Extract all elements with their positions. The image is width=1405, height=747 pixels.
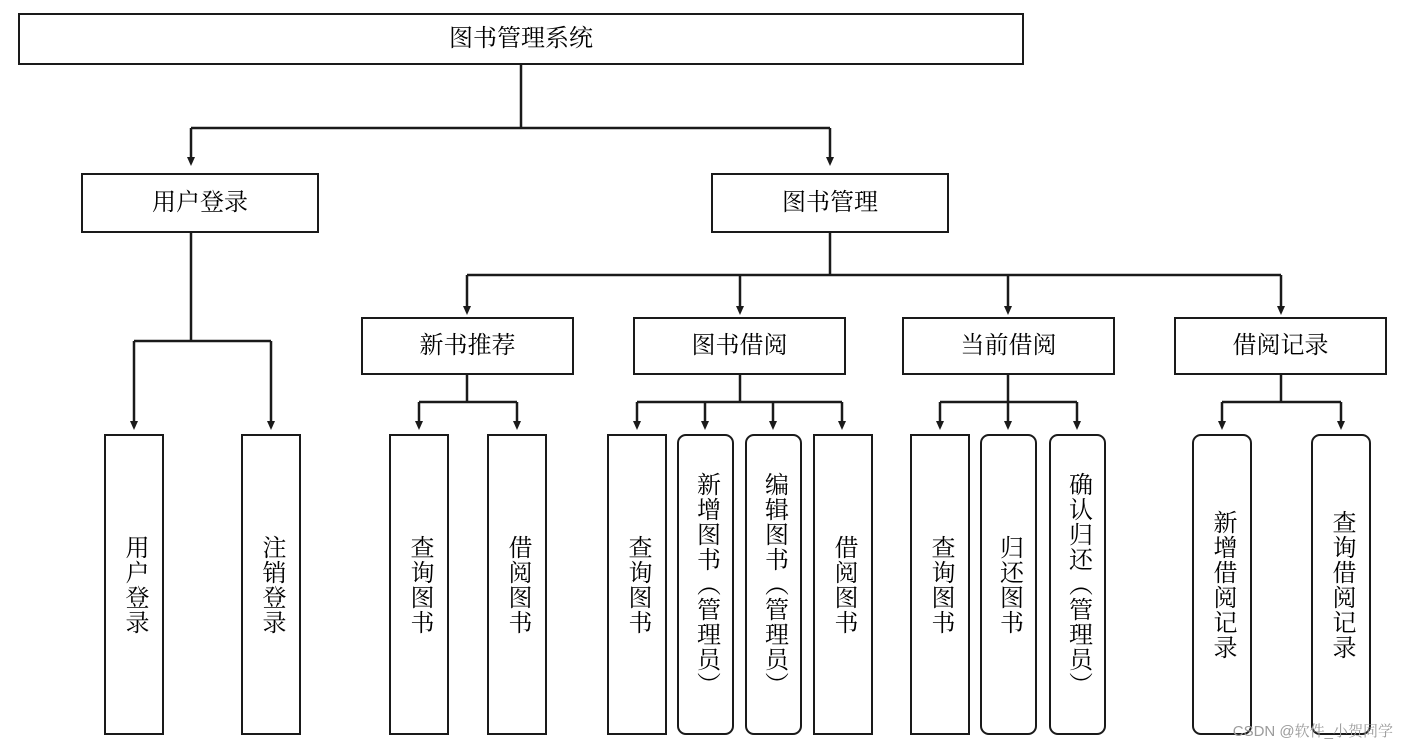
node-book-borrow[interactable]: [633, 317, 846, 375]
leaf-search-borrow-record-label: 查询借阅记录: [1328, 509, 1355, 660]
leaf-user-login-label: 用户登录: [121, 534, 148, 635]
leaf-add-borrow-record[interactable]: [1192, 434, 1252, 735]
node-borrow-records[interactable]: [1174, 317, 1387, 375]
node-root-label: 图书管理系统: [449, 24, 593, 52]
leaf-add-borrow-record-label: 新增借阅记录: [1209, 509, 1236, 660]
leaf-confirm-return-admin[interactable]: [1049, 434, 1106, 735]
node-book-management-label: 图书管理: [782, 188, 878, 216]
leaf-return-book[interactable]: [980, 434, 1037, 735]
leaf-logout-label: 注销登录: [258, 534, 285, 635]
leaf-add-book-admin[interactable]: [677, 434, 734, 735]
leaf-edit-book-admin-label: 编辑图书（管理员）: [760, 472, 788, 697]
leaf-search-book-current-label: 查询图书: [927, 534, 954, 635]
leaf-borrow-book-recommend[interactable]: [487, 434, 547, 735]
leaf-borrow-book-label: 借阅图书: [830, 534, 857, 635]
leaf-borrow-book-recommend-label: 借阅图书: [504, 534, 531, 635]
leaf-edit-book-admin[interactable]: [745, 434, 802, 735]
node-book-borrow-label: 图书借阅: [691, 331, 788, 359]
node-borrow-records-label: 借阅记录: [1232, 331, 1329, 359]
leaf-user-login[interactable]: [104, 434, 164, 735]
leaf-search-book-current[interactable]: [910, 434, 970, 735]
node-user-login[interactable]: [81, 173, 319, 233]
leaf-search-borrow-record[interactable]: [1311, 434, 1371, 735]
node-new-book-recommend[interactable]: [361, 317, 574, 375]
node-new-book-recommend-label: 新书推荐: [419, 331, 516, 359]
node-root[interactable]: [18, 13, 1024, 65]
watermark-text: CSDN @软件_小贺同学: [1232, 723, 1393, 740]
node-book-management[interactable]: [711, 173, 949, 233]
node-current-borrow[interactable]: [902, 317, 1115, 375]
leaf-search-book-borrow[interactable]: [607, 434, 667, 735]
node-current-borrow-label: 当前借阅: [960, 331, 1057, 359]
leaf-borrow-book[interactable]: [813, 434, 873, 735]
leaf-search-book-borrow-label: 查询图书: [624, 534, 651, 635]
leaf-return-book-label: 归还图书: [995, 534, 1023, 635]
node-user-login-label: 用户登录: [152, 188, 248, 216]
leaf-confirm-return-admin-label: 确认归还（管理员）: [1064, 472, 1092, 697]
leaf-logout[interactable]: [241, 434, 301, 735]
leaf-search-book-recommend[interactable]: [389, 434, 449, 735]
leaf-add-book-admin-label: 新增图书（管理员）: [692, 472, 720, 697]
leaf-search-book-recommend-label: 查询图书: [406, 534, 433, 635]
